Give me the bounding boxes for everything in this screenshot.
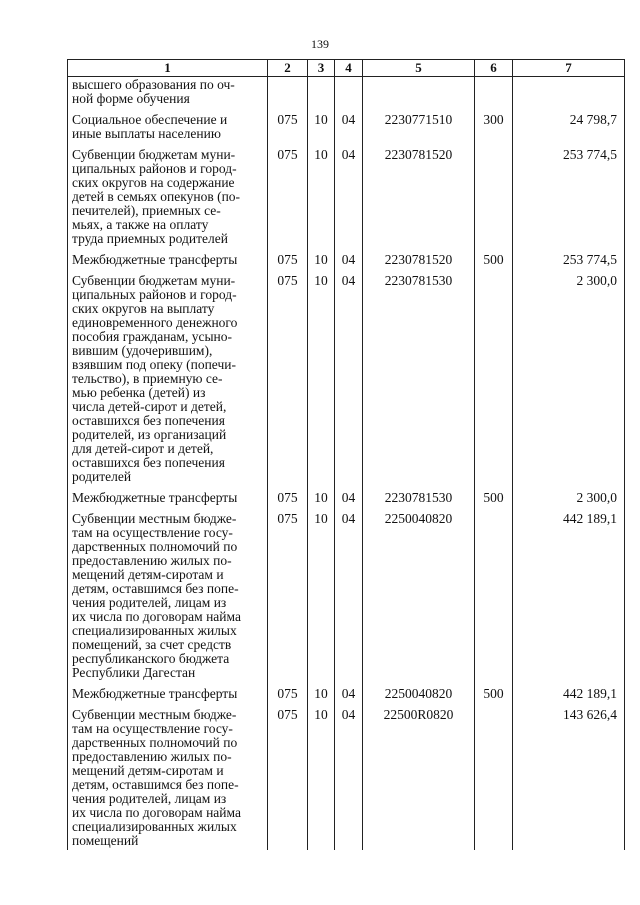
row-amount: 24 798,7 [513, 112, 625, 147]
header-col-1: 1 [68, 60, 268, 77]
row-name: Субвенции местным бюдже- там на осуществление госу- дарственных полномочий по предоставлению жилых по- мещений детям-сиротам и детям, оставшимся без попе- чения родителей, лицам из их числа по договорам найма специализированных жилых помещений [68, 707, 268, 850]
table-row [68, 707, 625, 850]
table-body [68, 77, 625, 851]
row-target-code: 2230781520 [363, 147, 475, 252]
row-amount: 2 300,0 [513, 490, 625, 511]
row-subsection: 04 [335, 707, 363, 850]
row-name: высшего образования по оч- ной форме обучения [68, 77, 268, 113]
row-subsection: 04 [335, 490, 363, 511]
row-target-code [363, 77, 475, 113]
row-section: 10 [308, 112, 335, 147]
row-expense-type: 500 [475, 490, 513, 511]
row-admin-code: 075 [268, 511, 308, 686]
row-section: 10 [308, 252, 335, 273]
row-expense-type: 500 [475, 252, 513, 273]
row-expense-type: 500 [475, 686, 513, 707]
table-row [68, 686, 625, 707]
row-amount [513, 77, 625, 113]
row-subsection: 04 [335, 147, 363, 252]
row-amount: 253 774,5 [513, 147, 625, 252]
table-row [68, 273, 625, 490]
row-target-code: 2250040820 [363, 511, 475, 686]
row-section: 10 [308, 511, 335, 686]
row-expense-type [475, 77, 513, 113]
row-expense-type: 300 [475, 112, 513, 147]
row-subsection: 04 [335, 112, 363, 147]
row-admin-code: 075 [268, 707, 308, 850]
row-admin-code: 075 [268, 112, 308, 147]
row-expense-type [475, 707, 513, 850]
row-section: 10 [308, 490, 335, 511]
row-name: Субвенции местным бюдже- там на осуществление госу- дарственных полномочий по предоставлению жилых по- мещений детям-сиротам и детям, оставшимся без попе- чения родителей, лицам из их числа по договорам найма специализированных жилых помещений, за счет средств республиканского бюджета Республики Дагестан [68, 511, 268, 686]
row-amount: 253 774,5 [513, 252, 625, 273]
row-subsection: 04 [335, 686, 363, 707]
row-amount: 143 626,4 [513, 707, 625, 850]
table-row [68, 490, 625, 511]
table-row [68, 252, 625, 273]
row-name: Субвенции бюджетам муни- ципальных районов и город- ских округов на выплату единовременного денежного пособия гражданам, усыно- вившим (удочерившим), взявшим под опеку (попечи- тельство), в приемную се- мью ребенка (детей) из числа детей-сирот и детей, оставшихся без попечения родителей, из организаций для детей-сирот и детей, оставшихся без попечения родителей [68, 273, 268, 490]
row-admin-code [268, 77, 308, 113]
row-expense-type [475, 511, 513, 686]
header-col-4: 4 [335, 60, 363, 77]
row-section: 10 [308, 686, 335, 707]
table-row [68, 511, 625, 686]
row-target-code: 22500R0820 [363, 707, 475, 850]
header-col-2: 2 [268, 60, 308, 77]
row-amount: 2 300,0 [513, 273, 625, 490]
row-name: Субвенции бюджетам муни- ципальных районов и город- ских округов на содержание детей в семьях опекунов (по- печителей), приемных се- мьях, а также на оплату труда приемных родителей [68, 147, 268, 252]
row-admin-code: 075 [268, 252, 308, 273]
row-name: Межбюджетные трансферты [68, 686, 268, 707]
row-expense-type [475, 147, 513, 252]
row-subsection [335, 77, 363, 113]
row-subsection: 04 [335, 252, 363, 273]
row-name: Межбюджетные трансферты [68, 490, 268, 511]
row-amount: 442 189,1 [513, 511, 625, 686]
row-name: Межбюджетные трансферты [68, 252, 268, 273]
header-col-5: 5 [363, 60, 475, 77]
header-col-3: 3 [308, 60, 335, 77]
row-admin-code: 075 [268, 490, 308, 511]
header-col-7: 7 [513, 60, 625, 77]
row-section: 10 [308, 273, 335, 490]
row-expense-type [475, 273, 513, 490]
table-row [68, 112, 625, 147]
table-row [68, 147, 625, 252]
row-admin-code: 075 [268, 273, 308, 490]
row-subsection: 04 [335, 511, 363, 686]
row-admin-code: 075 [268, 686, 308, 707]
budget-table [67, 59, 625, 850]
header-col-6: 6 [475, 60, 513, 77]
row-target-code: 2230781530 [363, 273, 475, 490]
row-name: Социальное обеспечение и иные выплаты населению [68, 112, 268, 147]
row-admin-code: 075 [268, 147, 308, 252]
table-row [68, 77, 625, 113]
row-target-code: 2230781530 [363, 490, 475, 511]
row-section [308, 77, 335, 113]
row-target-code: 2230771510 [363, 112, 475, 147]
row-amount: 442 189,1 [513, 686, 625, 707]
row-target-code: 2250040820 [363, 686, 475, 707]
row-target-code: 2230781520 [363, 252, 475, 273]
row-section: 10 [308, 147, 335, 252]
page-number: 139 [311, 37, 329, 51]
row-subsection: 04 [335, 273, 363, 490]
row-section: 10 [308, 707, 335, 850]
header-row [68, 60, 625, 77]
